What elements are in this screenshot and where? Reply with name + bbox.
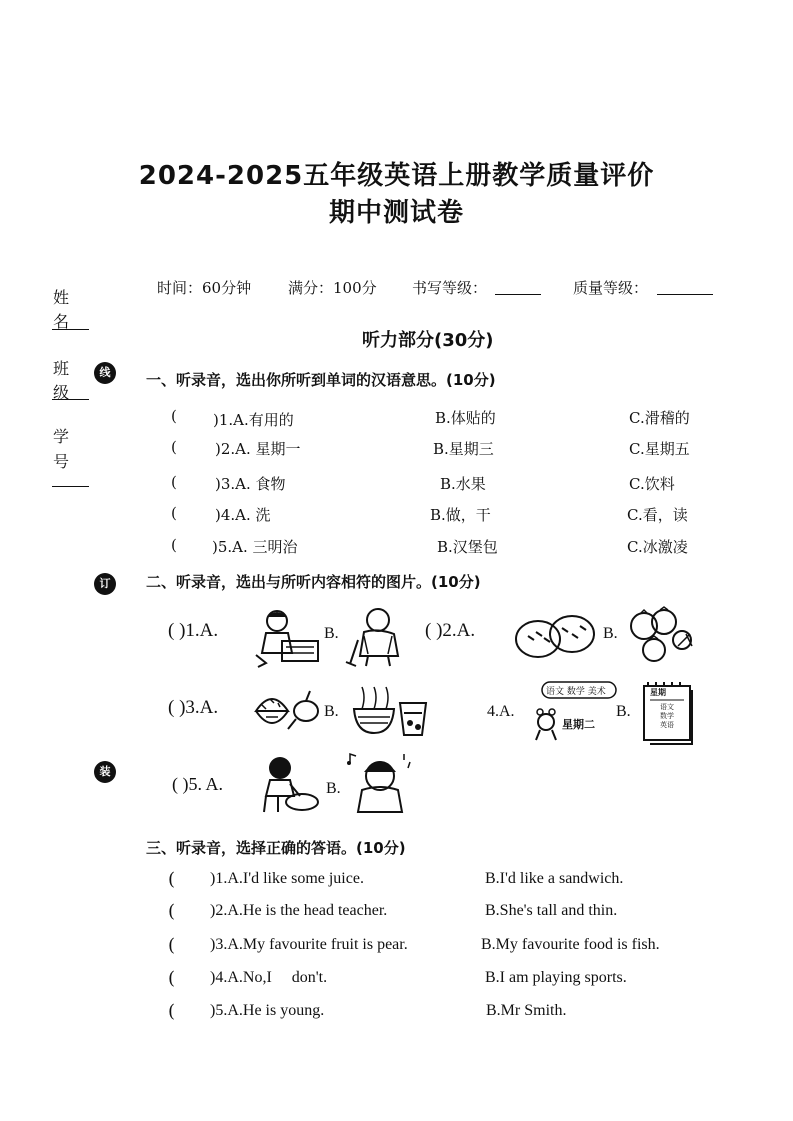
id-field[interactable] <box>52 486 89 487</box>
section3-title: 三、听录音，选择正确的答语。(10分) <box>146 839 406 857</box>
s2-q2-image-b-tomatoes <box>626 606 698 666</box>
s3-q3-option-a: )3.A.My favourite fruit is pear. <box>210 936 408 953</box>
page-subtitle: 期中测试卷 <box>328 198 464 228</box>
class-label-1: 班 <box>53 359 70 378</box>
s2-q5-image-a-washing <box>256 754 322 816</box>
s2-q4-label[interactable]: 4.A. <box>487 703 515 720</box>
writing-grade-field[interactable] <box>495 280 541 295</box>
calendar-row-2: 数学 <box>660 712 674 720</box>
calendar-row-1: 语文 <box>660 703 674 711</box>
s1-q2-option-a: )2.A. 星期一 <box>215 440 301 458</box>
s3-q3-option-b: B.My favourite food is fish. <box>481 936 660 953</box>
s2-q3-option-b: B. <box>324 703 339 720</box>
exam-time: 时间：60分钟 <box>157 279 252 297</box>
class-label-2: 级 <box>53 383 70 402</box>
s1-q4-paren[interactable]: ( <box>171 504 177 522</box>
subject-1: 语文 <box>546 687 565 697</box>
subject-2: 数学 <box>566 687 585 697</box>
s2-q4-option-b: B. <box>616 703 631 720</box>
name-field[interactable] <box>52 329 89 330</box>
s2-q2-image-a-bread <box>514 612 596 662</box>
s3-q1-paren[interactable]: ( <box>168 869 176 890</box>
id-label-2: 号 <box>53 452 70 471</box>
quality-grade-field[interactable] <box>657 280 713 295</box>
s2-q4-calendar-title: 星期 <box>650 688 666 697</box>
s1-q1-option-a: )1.A.有用的 <box>213 411 294 429</box>
s2-q3-image-b-noodles-drink <box>348 683 432 739</box>
binding-mark-line: 线 <box>94 362 116 384</box>
quality-grade-label: 质量等级： <box>573 279 649 297</box>
s1-q1-option-b: B.体贴的 <box>435 409 496 427</box>
s3-q3-paren[interactable]: ( <box>168 935 176 956</box>
s2-q2-label[interactable]: ( )2.A. <box>425 620 476 641</box>
s2-q4-day-label: 星期二 <box>562 718 595 731</box>
s1-q3-option-c: C.饮料 <box>629 475 675 493</box>
s3-q1-option-a: )1.A.I'd like some juice. <box>210 870 364 887</box>
s2-q5-image-b-singing <box>346 752 412 816</box>
s1-q3-paren[interactable]: ( <box>171 473 177 491</box>
binding-mark-staple: 订 <box>94 573 116 595</box>
s3-q4-paren[interactable]: ( <box>168 968 176 989</box>
s2-q4-subjects <box>546 684 606 697</box>
s1-q5-option-c: C.冰激凌 <box>627 538 688 556</box>
s1-q3-option-b: B.水果 <box>440 475 486 493</box>
subject-3: 美术 <box>587 687 606 697</box>
id-label-1: 学 <box>53 427 70 446</box>
class-field[interactable] <box>52 399 89 400</box>
s1-q2-option-c: C.星期五 <box>629 440 690 458</box>
s1-q5-paren[interactable]: ( <box>171 536 177 554</box>
s1-q3-option-a: )3.A. 食物 <box>215 475 286 493</box>
s3-q2-paren[interactable]: ( <box>168 901 176 922</box>
page-title: 2024-2025五年级英语上册教学质量评价 <box>138 161 655 191</box>
s1-q4-option-c: C.看，读 <box>627 506 688 524</box>
s3-q2-option-b: B.She's tall and thin. <box>485 902 618 919</box>
s2-q4-calendar-rows <box>660 703 674 730</box>
s2-q1-image-a-boy-reading <box>252 605 322 667</box>
s2-q1-label[interactable]: ( )1.A. <box>168 620 219 641</box>
binding-mark-bind: 装 <box>94 761 116 783</box>
s2-q2-option-b: B. <box>603 625 618 642</box>
s3-q4-option-a: )4.A.No,I don't. <box>210 969 328 986</box>
s2-q5-label[interactable]: ( )5. A. <box>172 774 223 794</box>
calendar-row-3: 英语 <box>660 721 674 729</box>
listening-part-title: 听力部分(30分) <box>362 330 494 351</box>
name-label-1: 姓 <box>53 288 70 307</box>
writing-grade-label: 书写等级： <box>412 279 488 297</box>
s1-q2-paren[interactable]: ( <box>171 438 177 456</box>
section2-title: 二、听录音，选出与所听内容相符的图片。(10分) <box>146 573 481 591</box>
s1-q4-option-b: B.做，干 <box>430 506 491 524</box>
full-score: 满分：100分 <box>288 279 377 297</box>
s1-q5-option-a: )5.A. 三明治 <box>212 538 298 556</box>
s3-q5-paren[interactable]: ( <box>168 1001 176 1022</box>
s3-q2-option-a: )2.A.He is the head teacher. <box>210 902 388 919</box>
s1-q2-option-b: B.星期三 <box>433 440 494 458</box>
s3-q1-option-b: B.I'd like a sandwich. <box>485 870 624 887</box>
s2-q1-option-b: B. <box>324 625 339 642</box>
s1-q5-option-b: B.汉堡包 <box>437 538 498 556</box>
s2-q5-option-b: B. <box>326 780 341 797</box>
s1-q1-option-c: C.滑稽的 <box>629 409 690 427</box>
s1-q1-paren[interactable]: ( <box>171 407 177 425</box>
s1-q4-option-a: )4.A. 洗 <box>215 506 271 524</box>
s2-q1-image-b-sweeping <box>344 606 410 668</box>
s3-q5-option-a: )5.A.He is young. <box>210 1002 325 1019</box>
section1-title: 一、听录音，选出你所听到单词的汉语意思。(10分) <box>146 371 496 389</box>
s2-q3-image-a-food <box>252 683 322 739</box>
s3-q5-option-b: B.Mr Smith. <box>486 1002 567 1019</box>
s3-q4-option-b: B.I am playing sports. <box>485 969 627 986</box>
name-label-2: 名 <box>53 312 70 331</box>
s2-q3-label[interactable]: ( )3.A. <box>168 697 219 718</box>
